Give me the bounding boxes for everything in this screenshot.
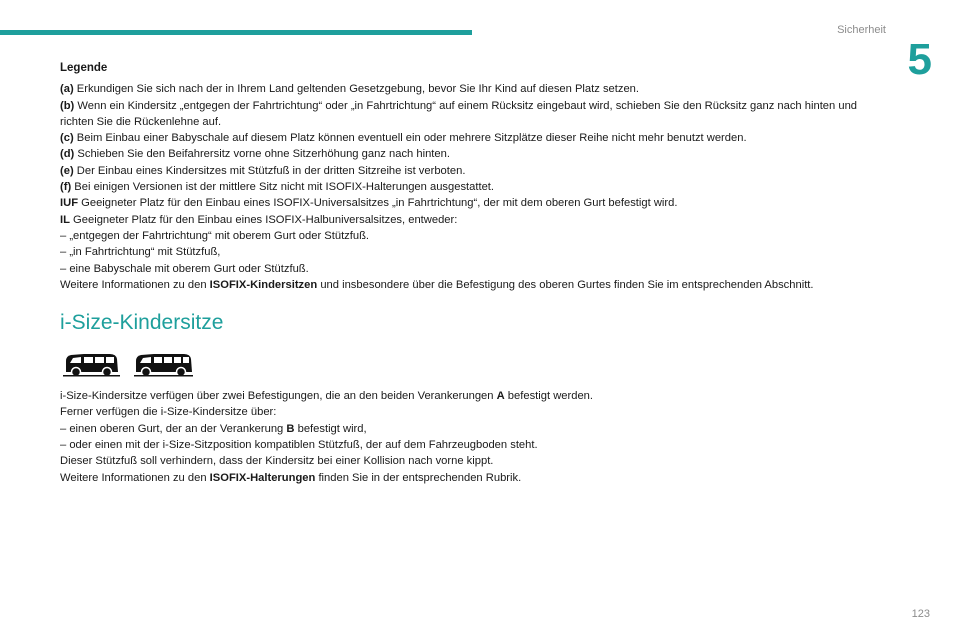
isize-section-title: i-Size-Kindersitze (60, 311, 224, 335)
text-run: finden Sie in der entsprechenden Rubrik. (315, 471, 522, 484)
legend-dash-item: – „entgegen der Fahrtrichtung“ mit oberem Gurt oder Stützfuß. (60, 229, 370, 242)
legend-key: (a) (60, 83, 74, 96)
anchor-a-label: A (496, 390, 505, 403)
legend-item-b (60, 98, 868, 131)
van-icon (60, 350, 122, 378)
legend-key: IL (60, 213, 70, 226)
isize-line: Dieser Stützfuß soll verhindern, dass der Kindersitz bei einer Kollision nach vorne kippt. (60, 455, 494, 468)
vehicle-icons (60, 350, 868, 378)
legend-dash-item: – eine Babyschale mit oberem Gurt oder Stützfuß. (60, 262, 309, 275)
legend-key: (c) (60, 132, 74, 145)
text-run: Weitere Informationen zu den (60, 278, 210, 291)
page-content (60, 60, 868, 486)
legend-text: Schieben Sie den Beifahrersitz vorne ohne Sitzerhöhung ganz nach hinten. (74, 148, 450, 161)
van-long-icon (132, 350, 194, 378)
isofix-halterungen-reference: ISOFIX-Halterungen (209, 471, 316, 484)
legend-text: Wenn ein Kindersitz „entgegen der Fahrtrichtung“ oder „in Fahrtrichtung“ auf einem Rücksitz eingebaut wird, schieben Sie den Rücksitz ganz nach hinten und richten Sie die Rückenlehne auf. (60, 99, 858, 128)
legend-text: Erkundigen Sie sich nach der in Ihrem Land geltenden Gesetzgebung, bevor Sie Ihr Kind auf diesen Platz setzen. (73, 83, 640, 96)
legend-text: Geeigneter Platz für den Einbau eines ISOFIX-Halbuniversalsitzes, entweder: (69, 213, 458, 226)
legend-item-il (60, 212, 868, 228)
isize-intro (60, 388, 868, 404)
legend-dash-item: – „in Fahrtrichtung“ mit Stützfuß, (60, 246, 221, 259)
legend-text: Bei einigen Versionen ist der mittlere Sitz nicht mit ISOFIX-Halterungen ausgestattet. (71, 181, 495, 194)
legend-item-c (60, 130, 868, 146)
legend-key: (f) (60, 181, 72, 194)
isize-more-info (60, 470, 868, 486)
legend-more-info (60, 277, 868, 293)
legend-item-a (60, 81, 868, 97)
legend-item-e (60, 163, 868, 179)
page-number: 123 (911, 608, 930, 620)
legend-text: Beim Einbau einer Babyschale auf diesem Platz können eventuell ein oder mehrere Sitzplätze dieser Reihe nicht mehr benutzt werden. (73, 132, 747, 145)
chapter-number: 5 (907, 35, 932, 84)
legend-item-d (60, 146, 868, 162)
legend-text: Geeigneter Platz für den Einbau eines ISOFIX-Universalsitzes „in Fahrtrichtung“, der mit dem oberen Gurt befestigt wird. (78, 197, 678, 210)
legend-item-f (60, 179, 868, 195)
legend-title: Legende (60, 62, 108, 74)
isize-dash-item (60, 421, 868, 437)
legend-text: Der Einbau eines Kindersitzes mit Stützfuß in der dritten Sitzreihe ist verboten. (73, 164, 466, 177)
legend-key: (d) (60, 148, 75, 161)
legend-key: (b) (60, 99, 75, 112)
isize-dash-item: – oder einen mit der i-Size-Sitzposition kompatiblen Stützfuß, der auf dem Fahrzeugboden steht. (60, 439, 538, 452)
text-run: Weitere Informationen zu den (60, 471, 210, 484)
isize-line: Ferner verfügen die i-Size-Kindersitze über: (60, 406, 277, 419)
header-accent-bar (0, 30, 472, 35)
anchor-b-label: B (286, 422, 295, 435)
text-run: und insbesondere über die Befestigung des oberen Gurtes finden Sie im entsprechenden Abschnitt. (317, 278, 814, 291)
legend-key: IUF (60, 197, 79, 210)
legend-key: (e) (60, 164, 74, 177)
text-run: befestigt wird, (294, 422, 367, 435)
text-run: i-Size-Kindersitze verfügen über zwei Befestigungen, die an den beiden Verankerungen (60, 390, 497, 403)
text-run: befestigt werden. (504, 390, 594, 403)
isofix-kindersitzen-reference: ISOFIX-Kindersitzen (209, 278, 318, 291)
legend-item-iuf (60, 195, 868, 211)
text-run: – einen oberen Gurt, der an der Verankerung (60, 422, 287, 435)
section-title: Sicherheit (837, 24, 886, 36)
